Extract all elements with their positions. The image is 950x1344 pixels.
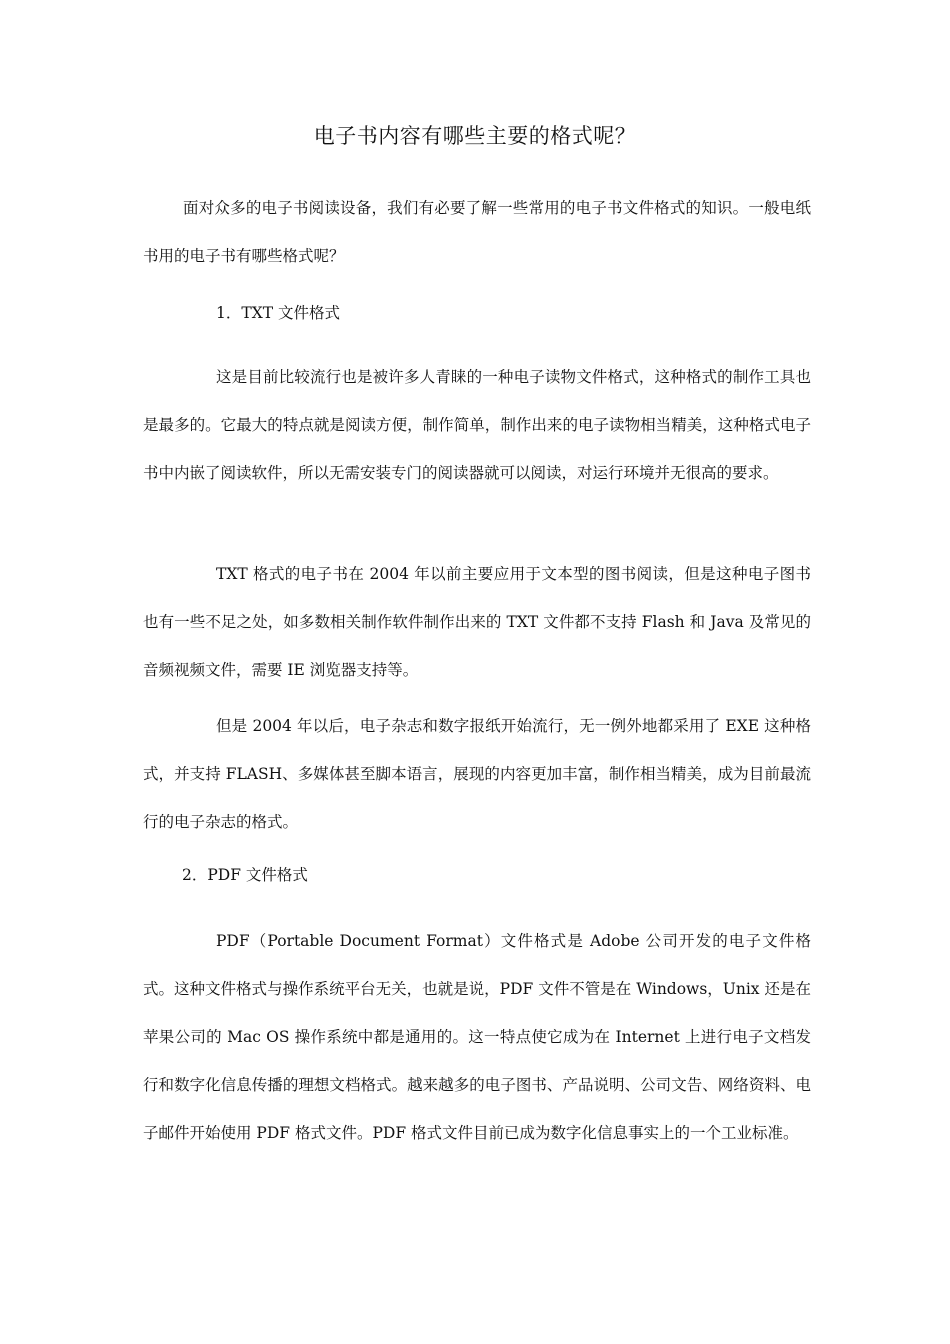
document-title: 电子书内容有哪些主要的格式呢？ <box>313 124 637 148</box>
section-heading-pdf: 2．PDF 文件格式 <box>182 866 308 884</box>
paragraph-pdf-overview: PDF（Portable Document Format）文件格式是 Adobe 公司开发的电子文件格式。这种文件格式与操作系统平台无关，也就是说，PDF 文件不管是在 Windows，Unix 还是在苹果公司的 Mac OS 操作系统中都是通用的。这一特点使它成为在 Internet 上进行电子文档发行和数字化信息传播的理想文档格式。越来越多的电子图书、产品说明、公司文告、网络资料、电子邮件开始使用 PDF 格式文件。PDF 格式文件目前已成为数字化信息事实上的一个工业标准。 <box>143 932 811 1142</box>
paragraph-txt-limitations: TXT 格式的电子书在 2004 年以前主要应用于文本型的图书阅读，但是这种电子图书也有一些不足之处，如多数相关制作软件制作出来的 TXT 文件都不支持 Flash 和 Java 及常见的音频视频文件，需要 IE 浏览器支持等。 <box>143 565 811 679</box>
paragraph-txt-overview: 这是目前比较流行也是被许多人青睐的一种电子读物文件格式，这种格式的制作工具也是最多的。它最大的特点就是阅读方便，制作简单，制作出来的电子读物相当精美，这种格式电子书中内嵌了阅读软件，所以无需安装专门的阅读器就可以阅读，对运行环境并无很高的要求。 <box>143 368 811 482</box>
section-heading-txt: 1．TXT 文件格式 <box>216 304 341 322</box>
intro-paragraph: 面对众多的电子书阅读设备，我们有必要了解一些常用的电子书文件格式的知识。一般电纸书用的电子书有哪些格式呢？ <box>143 199 811 265</box>
paragraph-txt-after-2004: 但是 2004 年以后，电子杂志和数字报纸开始流行，无一例外地都采用了 EXE 这种格式，并支持 FLASH、多媒体甚至脚本语言，展现的内容更加丰富，制作相当精美，成为目前最流行的电子杂志的格式。 <box>143 717 811 831</box>
